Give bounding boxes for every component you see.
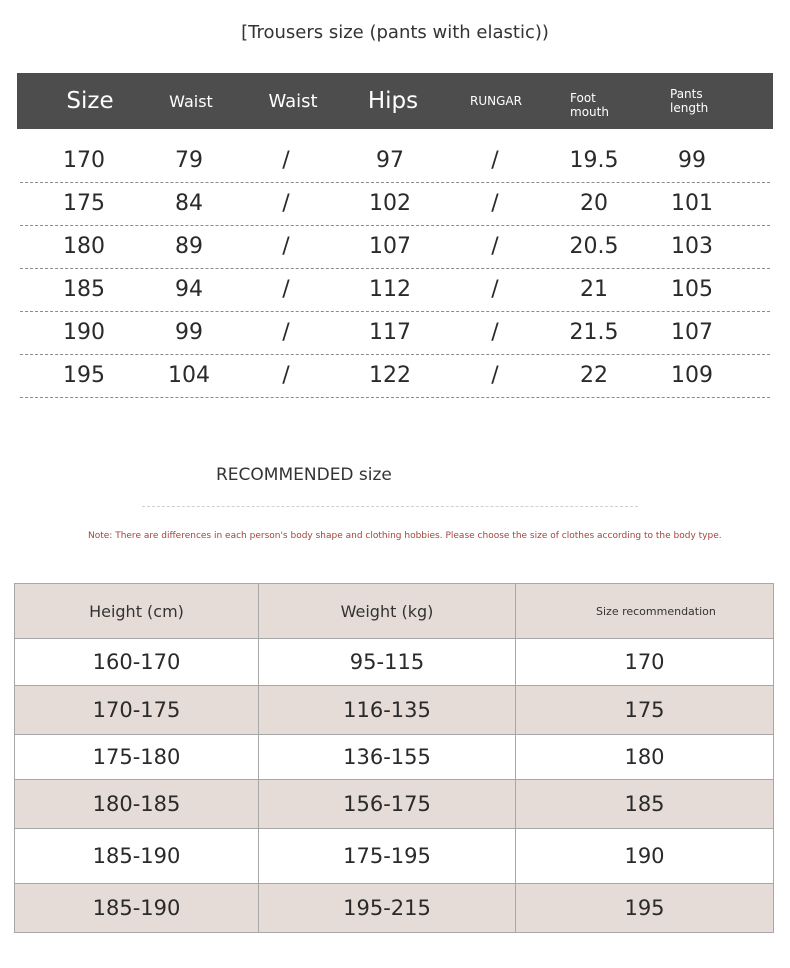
cell-rungar: / xyxy=(491,191,499,216)
header-height: Height (cm) xyxy=(14,584,259,639)
cell-foot-mouth: 20 xyxy=(580,191,608,216)
cell-hips: 122 xyxy=(369,363,411,388)
size-table-header xyxy=(17,73,773,129)
cell-hips: 117 xyxy=(369,320,411,345)
cell-size: 175 xyxy=(516,686,774,735)
cell-weight: 95-115 xyxy=(259,639,516,686)
header-waist-2: Waist xyxy=(268,90,318,112)
cell-waist: 94 xyxy=(175,277,203,302)
page-title: [Trousers size (pants with elastic)) xyxy=(241,22,549,43)
cell-foot-mouth: 22 xyxy=(580,363,608,388)
cell-hips: 112 xyxy=(369,277,411,302)
cell-size: 195 xyxy=(516,884,774,933)
header-pants-length: Pants length xyxy=(670,87,709,115)
table-row xyxy=(20,182,770,226)
cell-waist: 89 xyxy=(175,234,203,259)
cell-height: 185-190 xyxy=(14,884,259,933)
cell-height: 170-175 xyxy=(14,686,259,735)
cell-size: 180 xyxy=(63,234,105,259)
table-row xyxy=(14,735,774,780)
recommendation-header-row xyxy=(14,583,774,639)
cell-weight: 116-135 xyxy=(259,686,516,735)
cell-weight: 195-215 xyxy=(259,884,516,933)
cell-pants-length: 105 xyxy=(671,277,713,302)
cell-rungar: / xyxy=(491,234,499,259)
header-hips: Hips xyxy=(367,88,419,114)
cell-waist-2: / xyxy=(282,277,290,302)
table-row xyxy=(20,268,770,312)
divider xyxy=(142,506,638,507)
cell-waist: 99 xyxy=(175,320,203,345)
cell-hips: 107 xyxy=(369,234,411,259)
table-row xyxy=(20,225,770,269)
cell-size: 185 xyxy=(63,277,105,302)
cell-height: 175-180 xyxy=(14,735,259,780)
table-row xyxy=(20,354,770,398)
cell-size: 195 xyxy=(63,363,105,388)
cell-rungar: / xyxy=(491,320,499,345)
cell-size: 175 xyxy=(63,191,105,216)
cell-foot-mouth: 20.5 xyxy=(569,234,619,259)
header-foot-mouth: Foot mouth xyxy=(570,91,609,119)
cell-waist: 104 xyxy=(168,363,210,388)
cell-size: 170 xyxy=(63,148,105,173)
table-row xyxy=(20,311,770,355)
cell-size: 190 xyxy=(516,829,774,884)
table-row xyxy=(20,139,770,183)
cell-height: 185-190 xyxy=(14,829,259,884)
cell-size: 190 xyxy=(63,320,105,345)
size-note: Note: There are differences in each person's body shape and clothing hobbies. Please choose the size of clothes according to the body type. xyxy=(88,531,722,541)
cell-waist: 84 xyxy=(175,191,203,216)
cell-rungar: / xyxy=(491,363,499,388)
table-row xyxy=(14,884,774,933)
cell-size: 185 xyxy=(516,780,774,829)
table-row xyxy=(14,829,774,884)
cell-waist: 79 xyxy=(175,148,203,173)
cell-rungar: / xyxy=(491,148,499,173)
recommended-title: RECOMMENDED size xyxy=(216,465,392,485)
table-row xyxy=(14,686,774,735)
cell-height: 160-170 xyxy=(14,639,259,686)
table-row xyxy=(14,639,774,686)
cell-height: 180-185 xyxy=(14,780,259,829)
cell-waist-2: / xyxy=(282,148,290,173)
cell-pants-length: 99 xyxy=(678,148,706,173)
cell-foot-mouth: 21.5 xyxy=(569,320,619,345)
cell-foot-mouth: 19.5 xyxy=(569,148,619,173)
cell-waist-2: / xyxy=(282,191,290,216)
cell-hips: 97 xyxy=(376,148,404,173)
cell-weight: 136-155 xyxy=(259,735,516,780)
table-row xyxy=(14,780,774,829)
cell-size: 170 xyxy=(516,639,774,686)
cell-pants-length: 101 xyxy=(671,191,713,216)
cell-pants-length: 103 xyxy=(671,234,713,259)
header-waist: Waist xyxy=(169,91,213,111)
cell-weight: 175-195 xyxy=(259,829,516,884)
cell-waist-2: / xyxy=(282,320,290,345)
cell-waist-2: / xyxy=(282,363,290,388)
cell-size: 180 xyxy=(516,735,774,780)
header-size-recommendation: Size recommendation xyxy=(516,584,774,639)
cell-hips: 102 xyxy=(369,191,411,216)
cell-waist-2: / xyxy=(282,234,290,259)
header-weight: Weight (kg) xyxy=(259,584,516,639)
cell-weight: 156-175 xyxy=(259,780,516,829)
cell-pants-length: 109 xyxy=(671,363,713,388)
header-size: Size xyxy=(66,88,114,114)
cell-foot-mouth: 21 xyxy=(580,277,608,302)
cell-pants-length: 107 xyxy=(671,320,713,345)
cell-rungar: / xyxy=(491,277,499,302)
header-rungar: RUNGAR xyxy=(470,94,522,108)
